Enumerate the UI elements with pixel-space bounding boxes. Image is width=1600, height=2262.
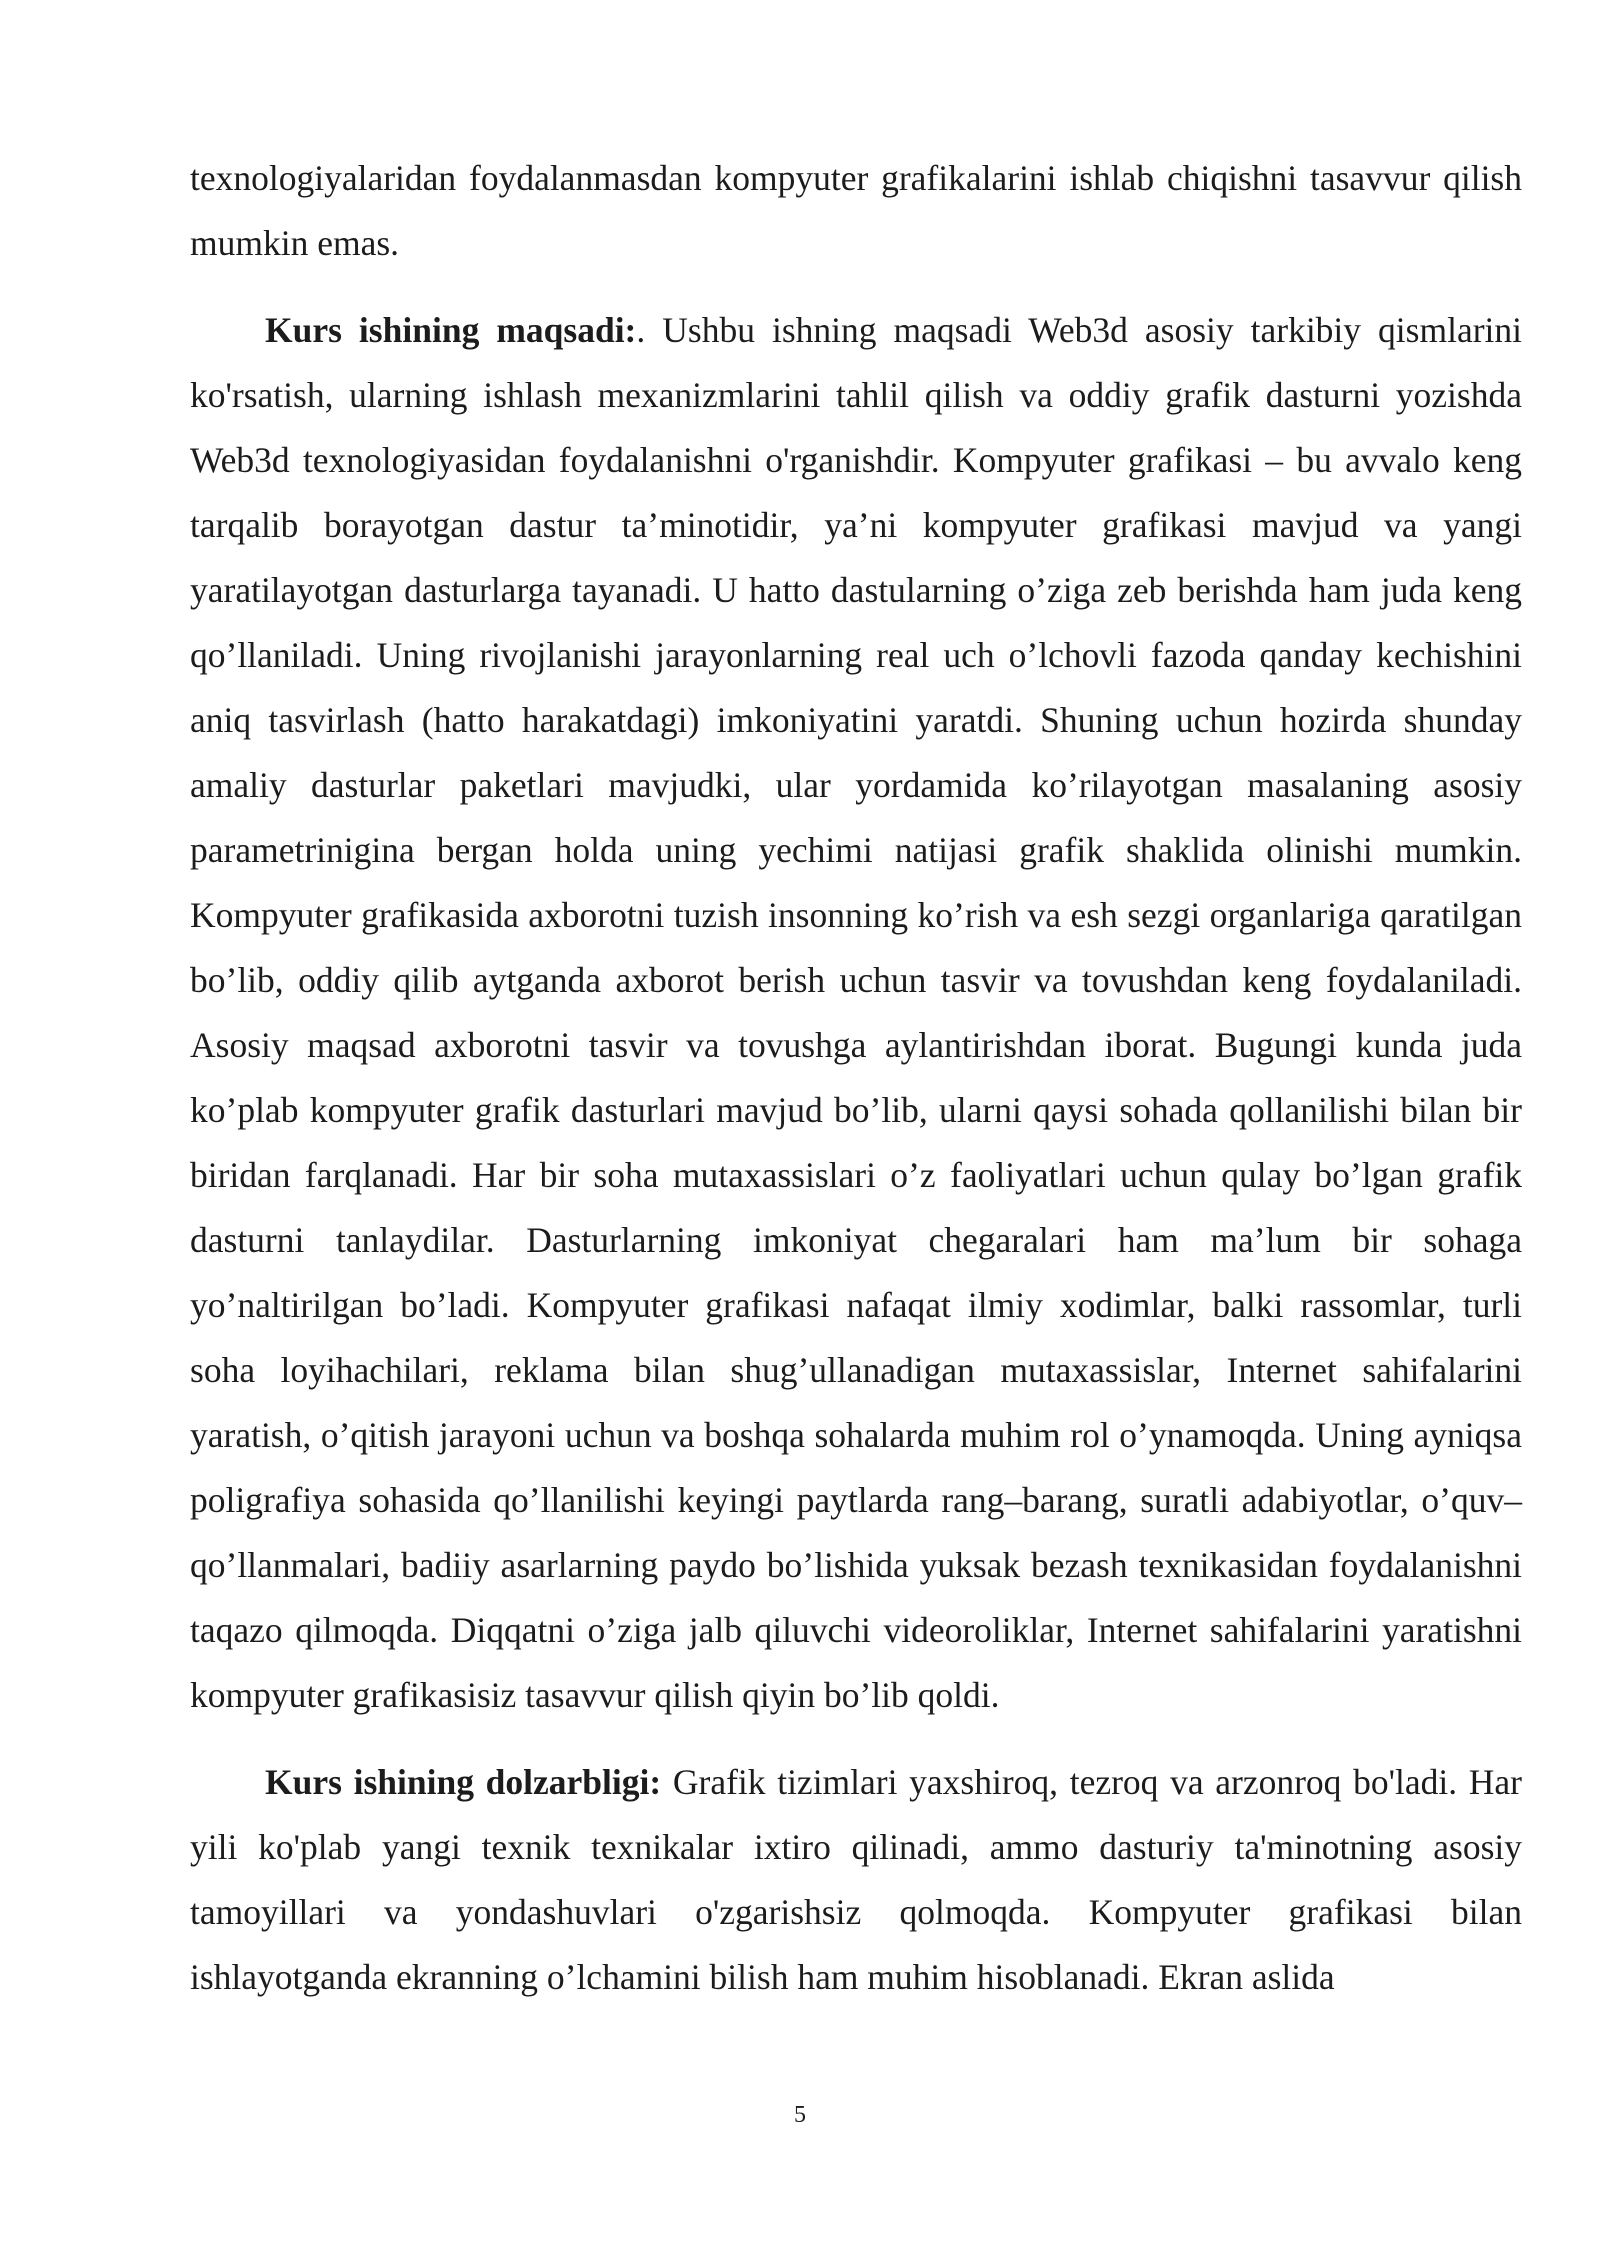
paragraph-relevance [190,1750,1522,2010]
goal-heading: Kurs ishining maqsadi: [265,310,637,350]
paragraph-intro-text: texnologiyalaridan foydalanmasdan kompyuter grafikalarini ishlab chiqishni tasavvur qilish mumkin emas. [190,158,1522,263]
page-number: 5 [794,2102,806,2128]
paragraph-goal [190,298,1522,1728]
goal-text: . Ushbu ishning maqsadi Web3d asosiy tarkibiy qismlarini ko'rsatish, ularning ishlash mexanizmlarini tahlil qilish va oddiy grafik dasturni yozishda Web3d texnologiyasidan foydalanishni o'rganishdir. Kompyuter grafikasi – bu avvalo keng tarqalib borayotgan dastur ta’minotidir, ya’ni kompyuter grafikasi mavjud va yangi yaratilayotgan dasturlarga tayanadi. U hatto dastularning o’ziga zeb berishda ham juda keng qo’llaniladi. Uning rivojlanishi jarayonlarning real uch o’lchovli fazoda qanday kechishini aniq tasvirlash (hatto harakatdagi) imkoniyatini yaratdi. Shuning uchun hozirda shunday amaliy dasturlar paketlari mavjudki, ular yordamida ko’rilayotgan masalaning asosiy parametrinigina bergan holda uning yechimi natijasi grafik shaklida olinishi mumkin. Kompyuter grafikasida axborotni tuzish insonning ko’rish va esh sezgi organlariga qaratilgan bo’lib, oddiy qilib aytganda axborot berish uchun tasvir va tovushdan keng foydalaniladi. Asosiy maqsad axborotni tasvir va tovushga aylantirishdan iborat. Bugungi kunda juda ko’plab kompyuter grafik dasturlari mavjud bo’lib, ularni qaysi sohada qollanilishi bilan bir biridan farqlanadi. Har bir soha mutaxassislari o’z faoliyatlari uchun qulay bo’lgan grafik dasturni tanlaydilar. Dasturlarning imkoniyat chegaralari ham ma’lum bir sohaga yo’naltirilgan bo’ladi. Kompyuter grafikasi nafaqat ilmiy xodimlar, balki rassomlar, turli soha loyihachilari, reklama bilan shug’ullanadigan mutaxassislar, Internet sahifalarini yaratish, o’qitish jarayoni uchun va boshqa sohalarda muhim rol o’ynamoqda. Uning ayniqsa poligrafiya sohasida qo’llanilishi keyingi paytlarda rang–barang, suratli adabiyotlar, o’quv–qo’llanmalari, badiiy asarlarning paydo bo’lishida yuksak bezash texnikasidan foydalanishni taqazo qilmoqda. Diqqatni o’ziga jalb qiluvchi videoroliklar, Internet sahifalarini yaratishni kompyuter grafikasisiz tasavvur qilish qiyin bo’lib qoldi. [190,310,1523,1715]
document-page [190,146,1522,2010]
relevance-text: Grafik tizimlari yaxshiroq, tezroq va arzonroq bo'ladi. Har yili ko'plab yangi texnik texnikalar ixtiro qilinadi, ammo dasturiy ta'minotning asosiy tamoyillari va yondashuvlari o'zgarishsiz qolmoqda. Kompyuter grafikasi bilan ishlayotganda ekranning o’lchamini bilish ham muhim hisoblanadi. Ekran aslida [190,1762,1522,1997]
relevance-heading: Kurs ishining dolzarbligi: [265,1762,662,1802]
paragraph-intro [190,146,1522,276]
